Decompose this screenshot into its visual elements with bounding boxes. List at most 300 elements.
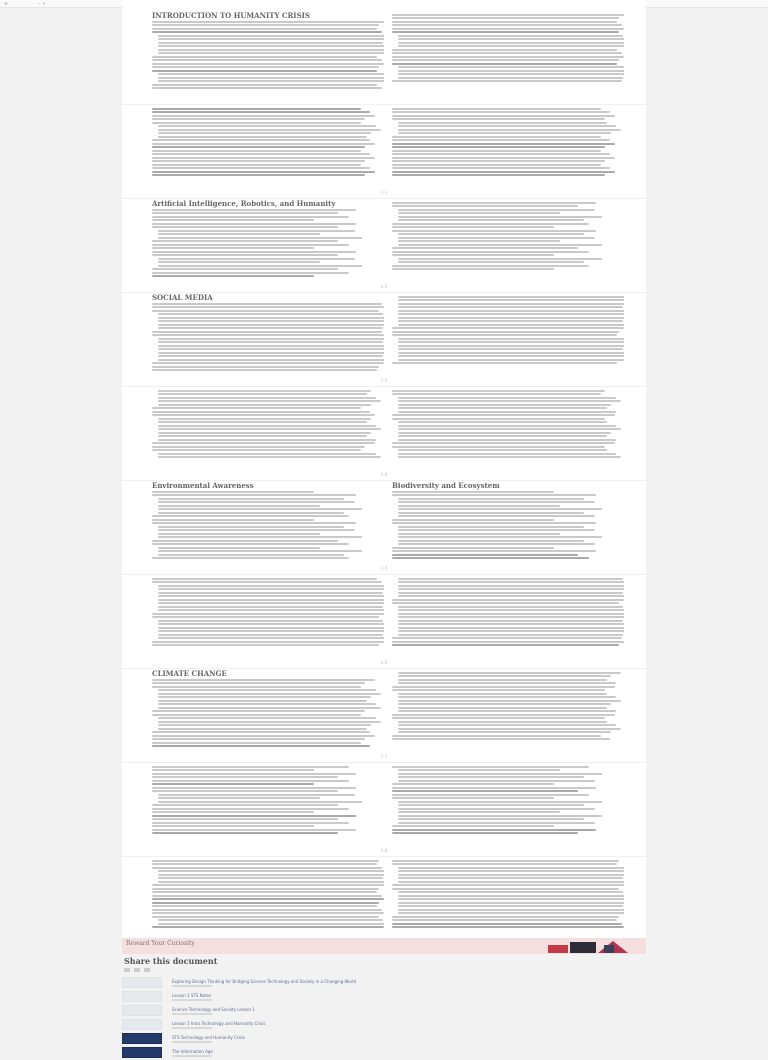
text-line — [158, 728, 367, 730]
text-line — [152, 209, 356, 211]
text-line — [398, 891, 623, 893]
text-line — [152, 822, 349, 824]
text-line — [392, 790, 578, 792]
text-line — [398, 613, 624, 615]
text-line — [398, 35, 623, 37]
text-line — [392, 226, 554, 228]
text-line — [152, 115, 375, 117]
text-line — [158, 404, 371, 406]
related-document-title[interactable]: The Information Age — [172, 1048, 213, 1054]
promo-banner[interactable] — [122, 938, 646, 954]
text-line — [158, 588, 384, 590]
text-line — [152, 369, 377, 371]
share-email-icon[interactable] — [144, 968, 150, 972]
text-line — [392, 143, 615, 145]
text-line — [398, 902, 624, 904]
text-line — [158, 125, 376, 127]
text-line — [398, 404, 611, 406]
text-line — [158, 359, 384, 361]
text-line — [398, 811, 560, 813]
text-line — [398, 240, 560, 242]
text-line — [152, 578, 377, 580]
text-line — [152, 494, 356, 496]
text-line — [392, 164, 601, 166]
related-document-title[interactable]: STS Technology and Humanity Crisis — [172, 1034, 245, 1040]
related-document-item[interactable] — [122, 976, 646, 989]
text-line — [392, 766, 589, 768]
text-line — [398, 219, 584, 221]
text-line — [398, 77, 623, 79]
text-line — [398, 38, 624, 40]
text-line — [158, 512, 344, 514]
text-line — [152, 150, 361, 152]
text-line — [158, 38, 384, 40]
related-document-title[interactable]: Science Technology and Society Lesson 1 — [172, 1006, 255, 1012]
text-line — [398, 42, 624, 44]
related-document-item[interactable] — [122, 1032, 646, 1045]
text-line — [398, 132, 611, 134]
text-line — [398, 588, 624, 590]
text-line — [158, 620, 383, 622]
text-line — [392, 717, 605, 719]
text-line — [152, 87, 382, 89]
text-line — [158, 456, 381, 458]
text-line — [392, 362, 617, 364]
text-line — [152, 616, 379, 618]
text-line — [398, 456, 621, 458]
text-line — [158, 327, 383, 329]
text-line — [398, 122, 607, 124]
text-line — [152, 738, 365, 740]
related-document-title[interactable]: Lesson 1 STS Notes — [172, 992, 212, 998]
text-line — [398, 338, 624, 340]
text-line — [398, 352, 624, 354]
text-line — [158, 870, 384, 872]
text-line — [152, 895, 382, 897]
text-line — [152, 641, 384, 643]
text-line — [398, 773, 602, 775]
text-line — [152, 122, 361, 124]
text-line — [398, 595, 624, 597]
text-line — [392, 522, 596, 524]
text-line — [158, 609, 384, 611]
section-heading: Biodiversity and Ecosystem — [392, 482, 500, 490]
text-line — [158, 390, 371, 392]
text-line — [398, 707, 607, 709]
text-line — [392, 49, 617, 51]
text-line — [398, 512, 584, 514]
text-line — [392, 111, 610, 113]
related-document-title[interactable]: Lesson 1 Intro Technology and Humanity Crisis — [172, 1020, 266, 1026]
text-line — [158, 721, 381, 723]
text-line — [158, 439, 376, 441]
text-line — [152, 216, 349, 218]
text-line — [392, 554, 578, 556]
text-line — [158, 35, 384, 37]
text-line — [392, 919, 617, 921]
text-line — [158, 258, 355, 260]
related-document-item[interactable] — [122, 1046, 646, 1059]
text-line — [398, 320, 623, 322]
text-line — [152, 59, 382, 61]
text-line — [398, 543, 595, 545]
document-page — [122, 196, 646, 293]
share-facebook-icon[interactable] — [124, 968, 130, 972]
text-line — [398, 533, 560, 535]
text-line — [398, 682, 616, 684]
text-line — [152, 306, 384, 308]
text-line — [392, 171, 615, 173]
text-line — [158, 428, 381, 430]
text-line — [152, 710, 365, 712]
text-line — [152, 731, 370, 733]
text-line — [392, 150, 601, 152]
page-column-left — [152, 200, 384, 280]
section-heading: Artificial Intelligence, Robotics, and Humanity — [152, 200, 336, 208]
text-line — [398, 700, 621, 702]
text-line — [152, 251, 356, 253]
text-line — [392, 641, 624, 643]
text-line — [152, 557, 349, 559]
page-number: 1-7 — [380, 754, 388, 759]
text-line — [398, 536, 602, 538]
text-line — [392, 414, 615, 416]
text-line — [398, 73, 624, 75]
text-line — [392, 926, 624, 928]
text-line — [158, 797, 320, 799]
text-line — [158, 623, 384, 625]
related-document-info — [172, 979, 356, 987]
text-line — [392, 446, 605, 448]
text-line — [152, 804, 338, 806]
related-document-item[interactable] — [122, 1004, 646, 1017]
text-line — [398, 209, 595, 211]
text-line — [158, 77, 384, 79]
section-heading: SOCIAL MEDIA — [152, 294, 213, 302]
text-line — [152, 780, 349, 782]
text-line — [398, 679, 607, 681]
text-line — [152, 272, 349, 274]
text-line — [398, 449, 607, 451]
text-line — [152, 362, 384, 364]
text-line — [152, 522, 356, 524]
text-line — [152, 160, 365, 162]
text-line — [152, 540, 338, 542]
text-line — [152, 56, 377, 58]
text-line — [392, 80, 622, 82]
document-page — [122, 760, 646, 857]
text-line — [398, 129, 621, 131]
text-line — [392, 557, 589, 559]
text-line — [152, 905, 377, 907]
text-line — [158, 717, 376, 719]
text-line — [152, 275, 314, 277]
text-line — [158, 73, 384, 75]
share-title: Share this document — [124, 956, 218, 966]
text-line — [158, 526, 344, 528]
text-line — [398, 801, 602, 803]
page-number: 1-8 — [380, 848, 388, 853]
text-line — [158, 536, 362, 538]
section-heading: CLIMATE CHANGE — [152, 670, 227, 678]
text-line — [158, 397, 376, 399]
text-line — [392, 735, 601, 737]
text-line — [158, 689, 376, 691]
text-line — [152, 411, 370, 413]
text-line — [158, 877, 383, 879]
text-line — [392, 202, 596, 204]
text-line — [152, 139, 370, 141]
page-column-left — [152, 12, 384, 92]
text-line — [152, 24, 379, 26]
toolbar-zoom[interactable]: − + — [37, 1, 46, 6]
related-document-title[interactable]: Exploring Design Thinking for Bridging Science Technology and Society in a Changing World — [172, 978, 357, 984]
text-line — [392, 418, 605, 420]
text-line — [158, 317, 384, 319]
page-column-left — [152, 764, 384, 844]
text-line — [158, 230, 355, 232]
text-line — [398, 627, 624, 629]
text-line — [158, 703, 376, 705]
text-line — [398, 710, 616, 712]
related-document-meta — [172, 1027, 212, 1029]
text-line — [398, 216, 602, 218]
related-document-meta — [172, 1013, 212, 1015]
page-column-right — [392, 858, 624, 938]
text-line — [398, 303, 624, 305]
document-thumbnail — [122, 1019, 162, 1030]
text-line — [398, 411, 616, 413]
text-line — [392, 223, 589, 225]
text-line — [398, 769, 560, 771]
text-line — [152, 884, 384, 886]
text-line — [152, 31, 382, 33]
text-line — [392, 442, 615, 444]
text-line — [152, 223, 356, 225]
text-line — [152, 860, 379, 862]
text-line — [152, 766, 349, 768]
text-line — [398, 439, 616, 441]
text-line — [398, 244, 602, 246]
text-line — [392, 825, 554, 827]
text-line — [152, 783, 314, 785]
text-line — [398, 125, 616, 127]
text-line — [392, 28, 624, 30]
text-line — [152, 581, 382, 583]
text-line — [152, 491, 314, 493]
text-line — [392, 783, 554, 785]
text-line — [392, 21, 617, 23]
text-line — [398, 258, 602, 260]
text-line — [152, 863, 377, 865]
text-line — [158, 592, 383, 594]
text-line — [158, 355, 383, 357]
text-line — [398, 324, 624, 326]
text-line — [152, 832, 338, 834]
page-column-right — [392, 106, 624, 186]
text-line — [152, 226, 338, 228]
text-line — [158, 432, 371, 434]
share-twitter-icon[interactable] — [134, 968, 140, 972]
text-line — [392, 327, 624, 329]
text-line — [398, 912, 624, 914]
text-line — [152, 926, 384, 928]
text-line — [152, 146, 365, 148]
text-line — [158, 233, 320, 235]
text-line — [398, 909, 624, 911]
text-line — [398, 898, 624, 900]
page-column-right — [392, 670, 624, 750]
text-line — [152, 867, 382, 869]
related-document-info — [172, 1021, 265, 1029]
text-line — [392, 334, 617, 336]
text-line — [152, 212, 338, 214]
text-line — [152, 825, 314, 827]
text-line — [392, 714, 615, 716]
document-viewer — [122, 0, 646, 938]
text-line — [152, 171, 375, 173]
text-line — [158, 320, 384, 322]
text-line — [158, 595, 384, 597]
text-line — [392, 494, 596, 496]
text-line — [158, 261, 320, 263]
text-line — [398, 675, 611, 677]
text-line — [398, 578, 623, 580]
related-document-info — [172, 993, 212, 1001]
text-line — [398, 317, 624, 319]
text-line — [398, 515, 595, 517]
text-line — [398, 822, 595, 824]
text-line — [152, 912, 384, 914]
text-line — [158, 923, 384, 925]
text-line — [398, 540, 584, 542]
page-number: 1-1 — [380, 190, 388, 195]
text-line — [398, 703, 611, 705]
toolbar-left-controls[interactable]: ☰ — [4, 1, 8, 6]
document-page — [122, 478, 646, 575]
text-line — [152, 735, 375, 737]
related-document-meta — [172, 1041, 212, 1043]
text-line — [398, 400, 621, 402]
text-line — [158, 129, 381, 131]
document-page — [122, 290, 646, 387]
text-line — [398, 397, 616, 399]
text-line — [398, 407, 607, 409]
text-line — [398, 731, 611, 733]
text-line — [398, 341, 624, 343]
text-line — [152, 891, 377, 893]
text-line — [152, 769, 314, 771]
text-line — [152, 714, 361, 716]
page-column-right — [392, 576, 624, 656]
text-line — [398, 70, 624, 72]
text-line — [398, 345, 624, 347]
text-line — [152, 219, 314, 221]
page-number: 1-4 — [380, 472, 388, 477]
page-column-left — [152, 670, 384, 750]
text-line — [158, 533, 320, 535]
text-line — [398, 728, 621, 730]
document-thumbnail — [122, 1033, 162, 1044]
text-line — [392, 56, 624, 58]
text-line — [152, 164, 361, 166]
text-line — [158, 265, 362, 267]
text-line — [158, 42, 383, 44]
text-line — [392, 205, 578, 207]
text-line — [158, 237, 362, 239]
related-document-meta — [172, 999, 212, 1001]
text-line — [158, 547, 320, 549]
text-line — [392, 644, 619, 646]
text-line — [152, 366, 379, 368]
text-line — [398, 724, 616, 726]
text-line — [152, 70, 377, 72]
text-line — [152, 686, 361, 688]
text-line — [158, 453, 376, 455]
text-line — [152, 808, 349, 810]
text-line — [158, 435, 367, 437]
text-line — [158, 508, 362, 510]
text-line — [398, 581, 624, 583]
text-line — [158, 348, 384, 350]
text-line — [158, 634, 383, 636]
text-line — [152, 84, 377, 86]
text-line — [392, 17, 619, 19]
text-line — [392, 923, 622, 925]
text-line — [152, 613, 384, 615]
text-line — [392, 602, 619, 604]
text-line — [398, 296, 624, 298]
text-line — [392, 916, 619, 918]
text-line — [398, 45, 624, 47]
text-line — [398, 609, 624, 611]
text-line — [158, 794, 355, 796]
text-line — [392, 637, 622, 639]
text-line — [152, 515, 349, 517]
text-line — [152, 157, 375, 159]
text-line — [158, 400, 381, 402]
text-line — [392, 108, 601, 110]
text-line — [152, 28, 377, 30]
text-line — [398, 721, 607, 723]
text-line — [392, 139, 610, 141]
page-column-right — [392, 294, 624, 374]
text-line — [398, 818, 584, 820]
page-column-right — [392, 388, 624, 468]
text-line — [152, 167, 370, 169]
text-line — [158, 324, 384, 326]
text-line — [158, 874, 384, 876]
text-line — [158, 52, 384, 54]
text-line — [398, 526, 584, 528]
related-document-item[interactable] — [122, 1018, 646, 1031]
text-line — [392, 491, 554, 493]
text-line — [398, 877, 623, 879]
text-line — [152, 63, 384, 65]
text-line — [158, 630, 384, 632]
text-line — [152, 888, 379, 890]
text-line — [152, 815, 356, 817]
related-document-item[interactable] — [122, 990, 646, 1003]
text-line — [398, 505, 560, 507]
document-page — [122, 854, 646, 951]
text-line — [392, 160, 605, 162]
text-line — [152, 773, 356, 775]
text-line — [398, 529, 595, 531]
banner-title: Reward Your Curiosity — [126, 940, 195, 947]
text-line — [392, 268, 554, 270]
text-line — [392, 863, 617, 865]
